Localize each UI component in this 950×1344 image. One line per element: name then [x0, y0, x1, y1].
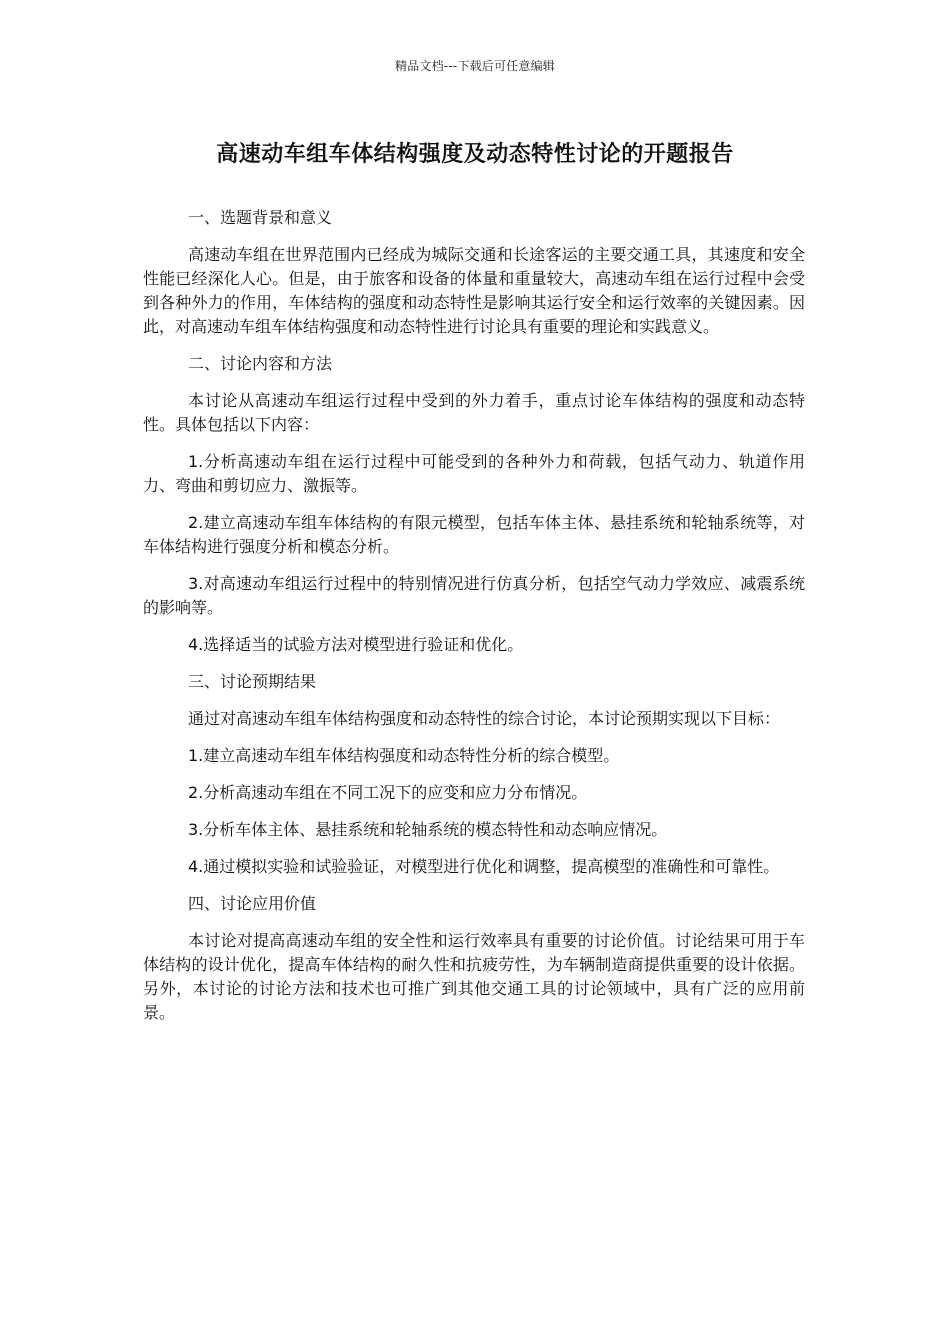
paragraph-results-intro: 通过对高速动车组车体结构强度和动态特性的综合讨论，本讨论预期实现以下目标： [188, 709, 781, 728]
header-note: 精品文档---下载后可任意编辑 [395, 59, 555, 73]
document-title: 高速动车组车体结构强度及动态特性讨论的开题报告 [216, 142, 734, 167]
paragraph-background: 高速动车组在世界范围内已经成为城际交通和长途客运的主要交通工具，其速度和安全性能已经深化人心。但是，由于旅客和设备的体量和重量较大，高速动车组在运行过程中会受到各种外力的作用，车体结构的强度和动态特性是影响其运行安全和运行效率的关键因素。因此，对高速动车组车体结构强度和动态特性进行讨论具有重要的理论和实践意义。 [143, 245, 805, 336]
section-heading-application-value: 四、讨论应用价值 [188, 894, 317, 913]
document-body [143, 206, 805, 1038]
list-item-result-2: 2.分析高速动车组在不同工况下的应变和应力分布情况。 [188, 783, 588, 802]
list-item-content-1: 1.分析高速动车组在运行过程中可能受到的各种外力和荷载，包括气动力、轨道作用力、弯曲和剪切应力、激振等。 [143, 452, 805, 495]
section-heading-expected-results: 三、讨论预期结果 [188, 672, 317, 691]
list-item-result-1: 1.建立高速动车组车体结构强度和动态特性分析的综合模型。 [188, 746, 620, 765]
paragraph-content-intro: 本讨论从高速动车组运行过程中受到的外力着手，重点讨论车体结构的强度和动态特性。具体包括以下内容： [143, 391, 805, 434]
list-item-result-3: 3.分析车体主体、悬挂系统和轮轴系统的模态特性和动态响应情况。 [188, 820, 668, 839]
list-item-content-4: 4.选择适当的试验方法对模型进行验证和优化。 [188, 635, 524, 654]
section-heading-background: 一、选题背景和意义 [188, 208, 333, 227]
list-item-content-3: 3.对高速动车组运行过程中的特别情况进行仿真分析，包括空气动力学效应、减震系统的影响等。 [143, 574, 805, 617]
list-item-content-2: 2.建立高速动车组车体结构的有限元模型，包括车体主体、悬挂系统和轮轴系统等，对车体结构进行强度分析和模态分析。 [143, 513, 805, 556]
section-heading-content-methods: 二、讨论内容和方法 [188, 354, 333, 373]
paragraph-application-value: 本讨论对提高高速动车组的安全性和运行效率具有重要的讨论价值。讨论结果可用于车体结构的设计优化，提高车体结构的耐久性和抗疲劳性，为车辆制造商提供重要的设计依据。另外，本讨论的讨论方法和技术也可推广到其他交通工具的讨论领域中，具有广泛的应用前景。 [143, 931, 805, 1022]
list-item-result-4: 4.通过模拟实验和试验验证，对模型进行优化和调整，提高模型的准确性和可靠性。 [188, 857, 780, 876]
